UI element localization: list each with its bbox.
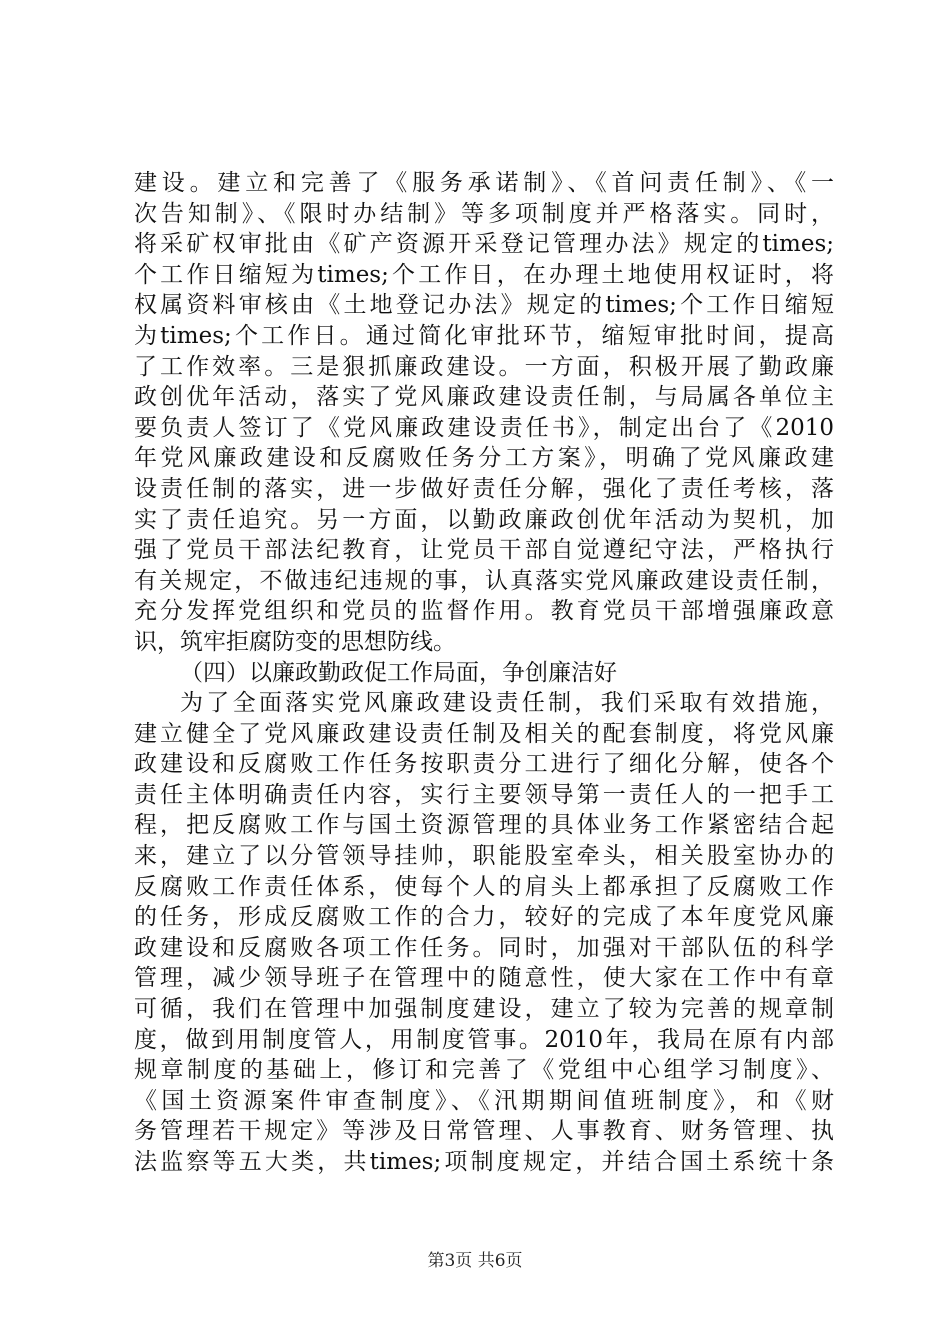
text-line: 规章制度的基础上，修订和完善了《党组中心组学习制度》、 [134,1057,834,1084]
text-line: 实了责任追究。另一方面，以勤政廉政创优年活动为契机，加 [134,506,834,533]
text-line: 度，做到用制度管人，用制度管事。2010年，我局在原有内部 [134,1026,834,1053]
text-line: 责任主体明确责任内容，实行主要领导第一责任人的一把手工 [134,781,834,808]
text-line: 识，筑牢拒腐防变的思想防线。 [134,628,456,655]
text-line: 政建设和反腐败工作任务按职责分工进行了细化分解，使各个 [134,751,834,778]
text-line: 充分发挥党组织和党员的监督作用。教育党员干部增强廉政意 [134,598,834,625]
text-line: 为times;个工作日。通过简化审批环节，缩短审批时间，提高 [134,322,834,349]
section-heading: （四）以廉政勤政促工作局面，争创廉洁好 [180,659,617,686]
text-line: 程，把反腐败工作与国土资源管理的具体业务工作紧密结合起 [134,812,834,839]
text-line: 建立健全了党风廉政建设责任制及相关的配套制度，将党风廉 [134,720,834,747]
text-line: 权属资料审核由《土地登记办法》规定的times;个工作日缩短 [134,292,834,319]
text-line: 个工作日缩短为times;个工作日，在办理土地使用权证时，将 [134,261,834,288]
text-line: 可循，我们在管理中加强制度建设，建立了较为完善的规章制 [134,996,834,1023]
text-line: 政创优年活动，落实了党风廉政建设责任制，与局属各单位主 [134,384,834,411]
text-line: 法监察等五大类，共times;项制度规定，并结合国土系统十条 [134,1149,834,1175]
text-line: 要负责人签订了《党风廉政建设责任书》，制定出台了《2010 [134,414,834,441]
text-line: 管理，减少领导班子在管理中的随意性，使大家在工作中有章 [134,965,834,992]
text-line: 有关规定，不做违纪违规的事，认真落实党风廉政建设责任制， [134,567,834,594]
text-line: 反腐败工作责任体系，使每个人的肩头上都承担了反腐败工作 [134,873,834,900]
text-line: 次告知制》、《限时办结制》等多项制度并严格落实。同时， [134,200,834,227]
text-line: 年党风廉政建设和反腐败任务分工方案》，明确了党风廉政建 [134,445,834,472]
text-line: 将采矿权审批由《矿产资源开采登记管理办法》规定的times; [134,231,834,258]
text-line: 务管理若干规定》等涉及日常管理、人事教育、财务管理、执 [134,1118,834,1145]
text-line: 政建设和反腐败各项工作任务。同时，加强对干部队伍的科学 [134,934,834,961]
text-line: 设责任制的落实，进一步做好责任分解，强化了责任考核，落 [134,475,834,502]
page-number-footer: 第3页 共6页 [427,1251,523,1271]
text-line: 为了全面落实党风廉政建设责任制，我们采取有效措施， [180,690,834,717]
text-line: 建设。建立和完善了《服务承诺制》、《首问责任制》、《一 [134,170,834,196]
text-line: 《国土资源案件审查制度》、《汛期期间值班制度》，和《财 [134,1087,834,1114]
text-line: 强了党员干部法纪教育，让党员干部自觉遵纪守法，严格执行 [134,537,834,564]
text-line: 的任务，形成反腐败工作的合力，较好的完成了本年度党风廉 [134,904,834,931]
text-line: 了工作效率。三是狠抓廉政建设。一方面，积极开展了勤政廉 [134,353,834,380]
text-line: 来，建立了以分管领导挂帅，职能股室牵头，相关股室协办的 [134,843,834,870]
document-body [134,168,834,1178]
